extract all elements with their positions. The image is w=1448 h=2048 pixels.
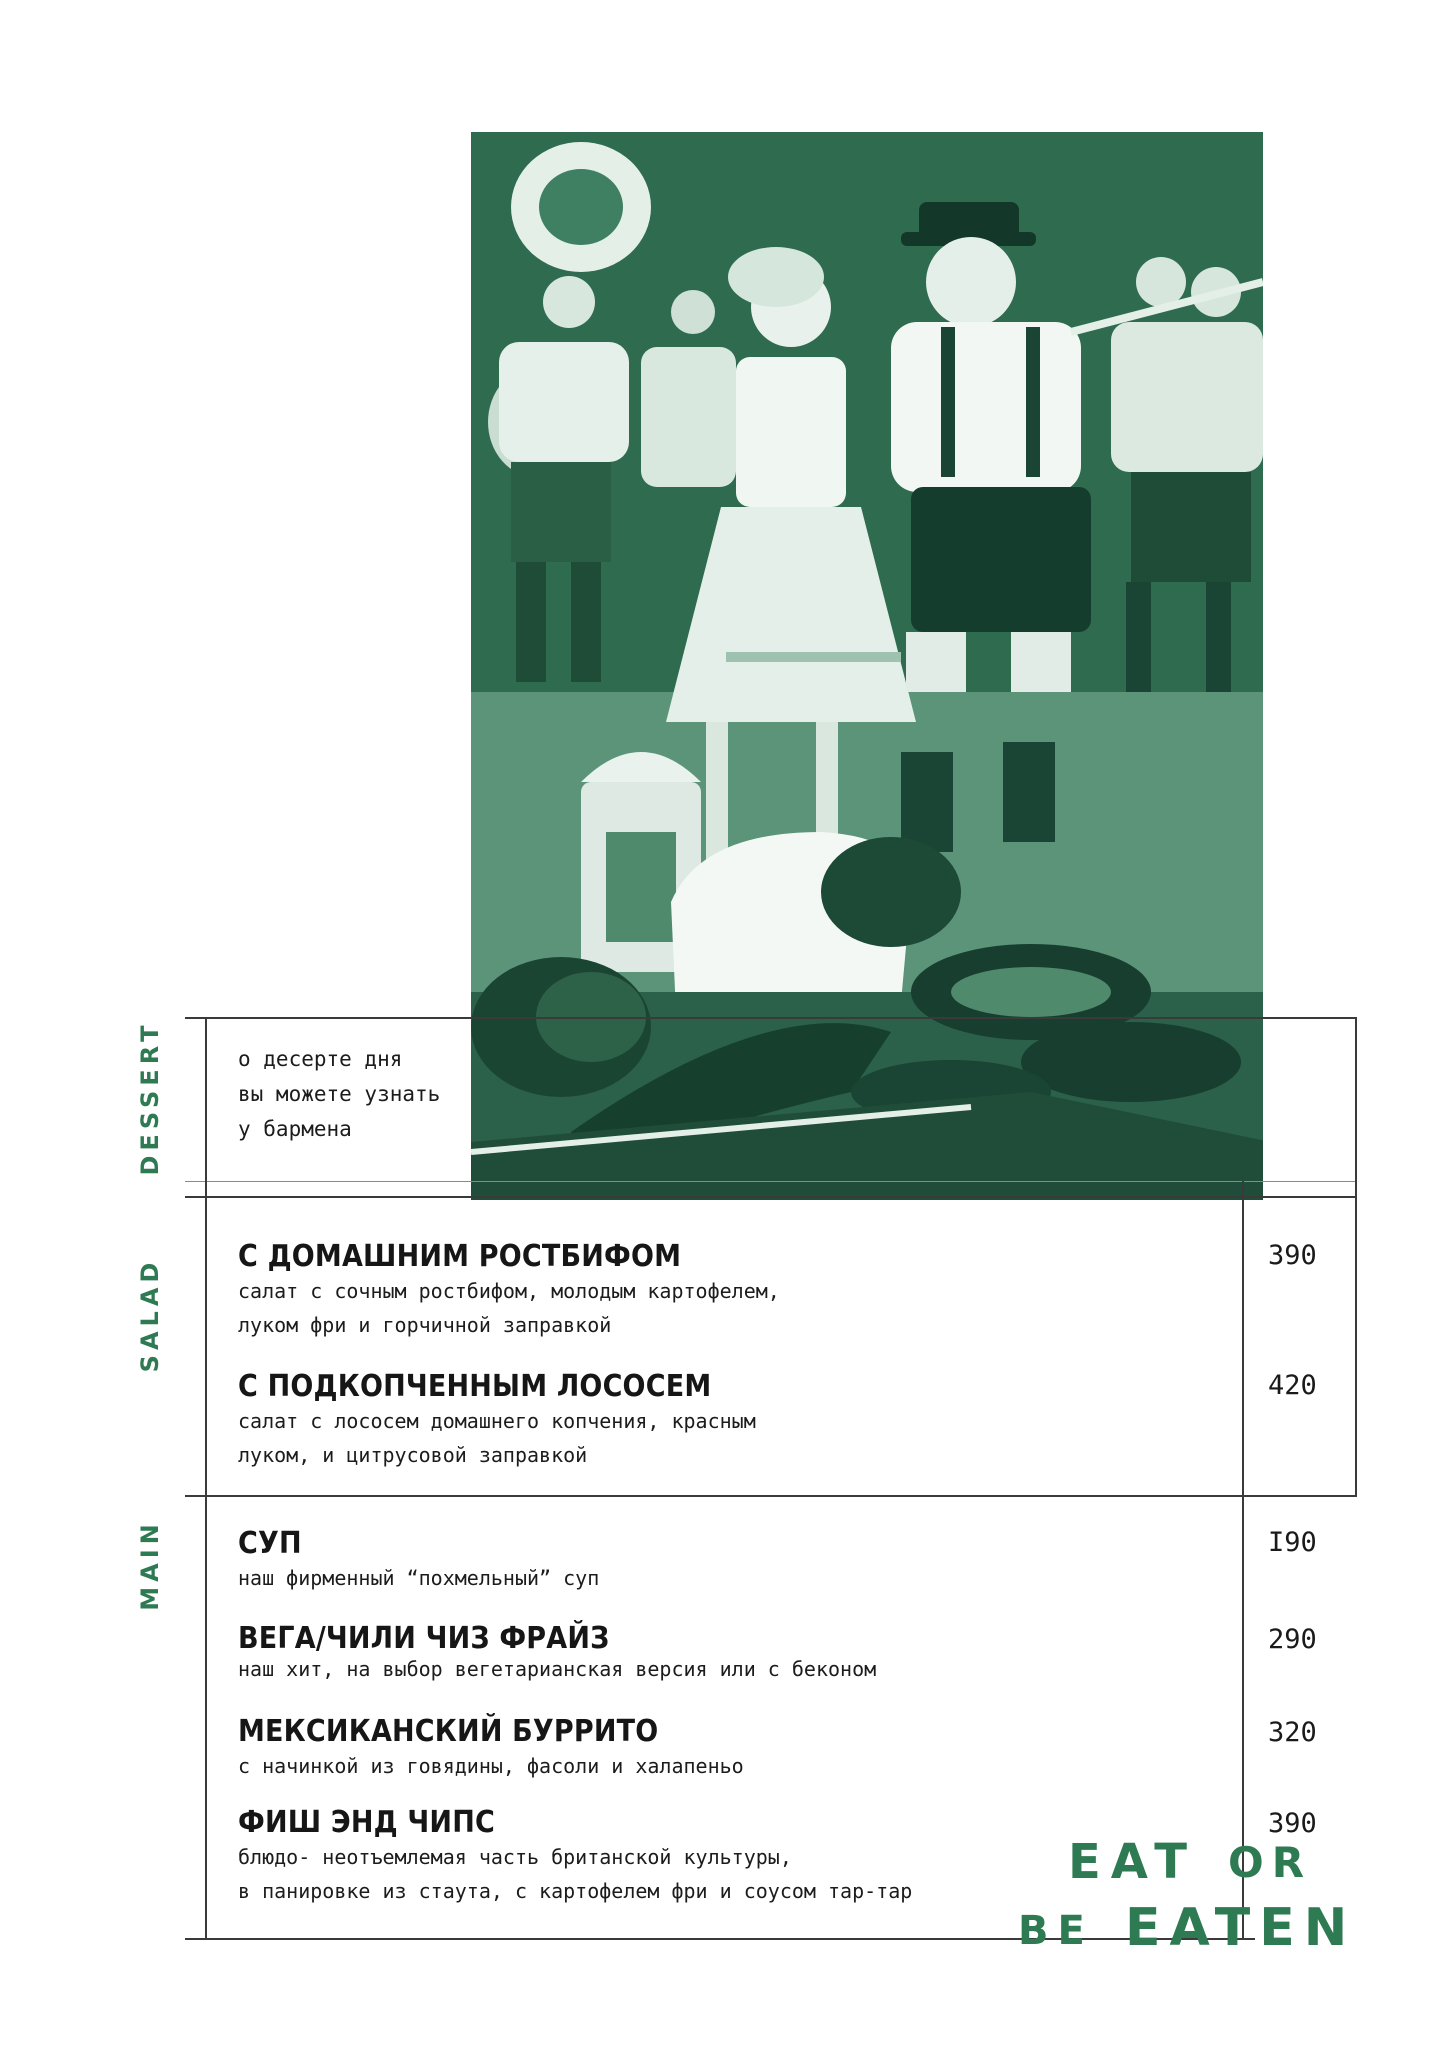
menu-item-desc: салат с лососем домашнего копчения, красным [238, 1409, 756, 1433]
menu-item-price: 320 [1268, 1717, 1317, 1748]
frame-line-price-divider [1242, 1181, 1244, 1938]
menu-item-name: С ДОМАШНИМ РОСТБИФОМ [238, 1239, 682, 1274]
slogan-eaten: EATEN [1125, 1898, 1357, 1958]
dessert-info [238, 1042, 440, 1147]
menu-item-desc: в панировке из стаута, с картофелем фри и соусом тар-тар [238, 1879, 913, 1903]
menu-item-desc: салат с сочным ростбифом, молодым картофелем, [238, 1279, 780, 1303]
section-label-salad: SALAD [136, 1257, 164, 1373]
menu-item-price: I90 [1268, 1527, 1317, 1558]
dessert-line: у бармена [238, 1117, 352, 1141]
menu-item-burrito [238, 1715, 744, 1783]
slogan-be: BE [1018, 1908, 1094, 1954]
oktoberfest-photo [471, 132, 1263, 1200]
menu-item-price: 290 [1268, 1624, 1317, 1655]
frame-line-dessert-bottom-thin [185, 1181, 1357, 1182]
menu-item-desc: луком, и цитрусовой заправкой [238, 1443, 588, 1467]
frame-line-right [1355, 1017, 1357, 1496]
menu-item-soup [238, 1527, 599, 1595]
menu-item-price: 420 [1268, 1370, 1317, 1401]
menu-item-name: МЕКСИКАНСКИЙ БУРРИТО [238, 1714, 659, 1749]
menu-item-fish-and-chips [238, 1806, 912, 1908]
dessert-line: о десерте дня [238, 1047, 403, 1071]
menu-item-chili-cheese-fries [238, 1622, 876, 1682]
menu-item-price: 390 [1268, 1240, 1317, 1271]
menu-item-roastbeef-salad [238, 1240, 780, 1342]
menu-item-desc: наш фирменный “похмельный” суп [238, 1566, 600, 1590]
menu-item-price: 390 [1268, 1808, 1317, 1839]
menu-item-name: С ПОДКОПЧЕННЫМ ЛОСОСЕМ [238, 1369, 712, 1404]
menu-item-name: ВЕГА/ЧИЛИ ЧИЗ ФРАЙЗ [238, 1621, 610, 1656]
frame-line-top [185, 1017, 1357, 1019]
slogan-eat: EAT [1068, 1834, 1197, 1890]
menu-item-salmon-salad [238, 1370, 764, 1472]
section-label-dessert: DESSERT [136, 1020, 164, 1176]
frame-line-left [205, 1017, 207, 1939]
frame-line-bottom [185, 1938, 1255, 1940]
menu-item-desc: луком фри и горчичной заправкой [238, 1313, 612, 1337]
menu-item-name: ФИШ ЭНД ЧИПС [238, 1805, 495, 1840]
menu-item-desc: с начинкой из говядины, фасоли и халапеньо [238, 1754, 744, 1778]
menu-item-desc: блюдо- неотъемлемая часть британской культуры, [238, 1845, 792, 1869]
menu-item-desc: наш хит, на выбор вегетарианская версия или с беконом [238, 1657, 877, 1681]
slogan-or: OR [1228, 1838, 1313, 1887]
frame-line-salad-top [185, 1196, 1357, 1198]
menu-item-name: СУП [238, 1526, 302, 1561]
frame-line-main-top [185, 1495, 1357, 1497]
dessert-line: вы можете узнать [238, 1082, 441, 1106]
section-label-main: MAIN [136, 1519, 164, 1611]
